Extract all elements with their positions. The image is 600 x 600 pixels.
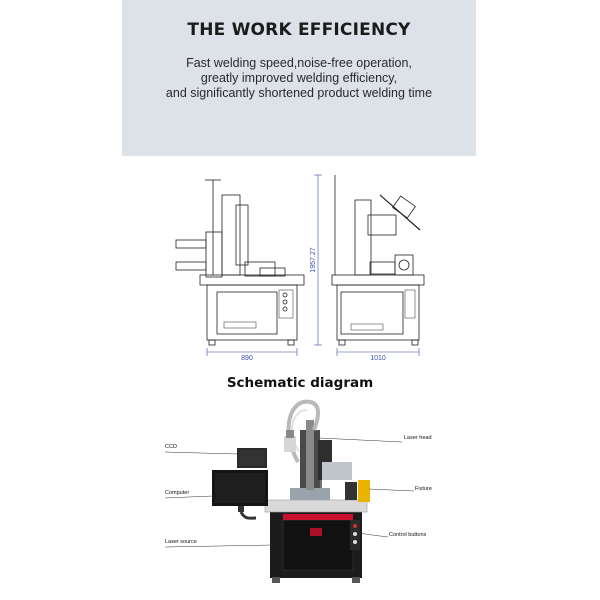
side-width-label: 1010 xyxy=(370,355,386,362)
machine-illustration xyxy=(212,402,370,583)
side-view-drawing xyxy=(332,175,424,345)
front-dimension xyxy=(207,348,297,362)
intro-line-2: greatly improved welding efficiency, xyxy=(200,71,398,85)
intro-line-1: Fast welding speed,noise-free operation, xyxy=(186,56,412,70)
label-control-buttons: Control buttons xyxy=(389,532,427,538)
label-laser-source: Laser source xyxy=(165,539,197,545)
page-title: THE WORK EFFICIENCY xyxy=(187,20,411,40)
front-view-drawing xyxy=(176,180,304,345)
label-fixture: Fixture xyxy=(415,486,432,492)
label-ccd: CCD xyxy=(165,444,177,450)
label-computer: Computer xyxy=(165,490,190,496)
schematic-title: Schematic diagram xyxy=(226,375,374,391)
front-width-label: 890 xyxy=(241,355,253,362)
label-laser-head: Laser head xyxy=(404,435,432,441)
intro-line-3: and significantly shortened product welding time xyxy=(165,86,433,100)
height-label: 1957.27 xyxy=(310,247,317,273)
